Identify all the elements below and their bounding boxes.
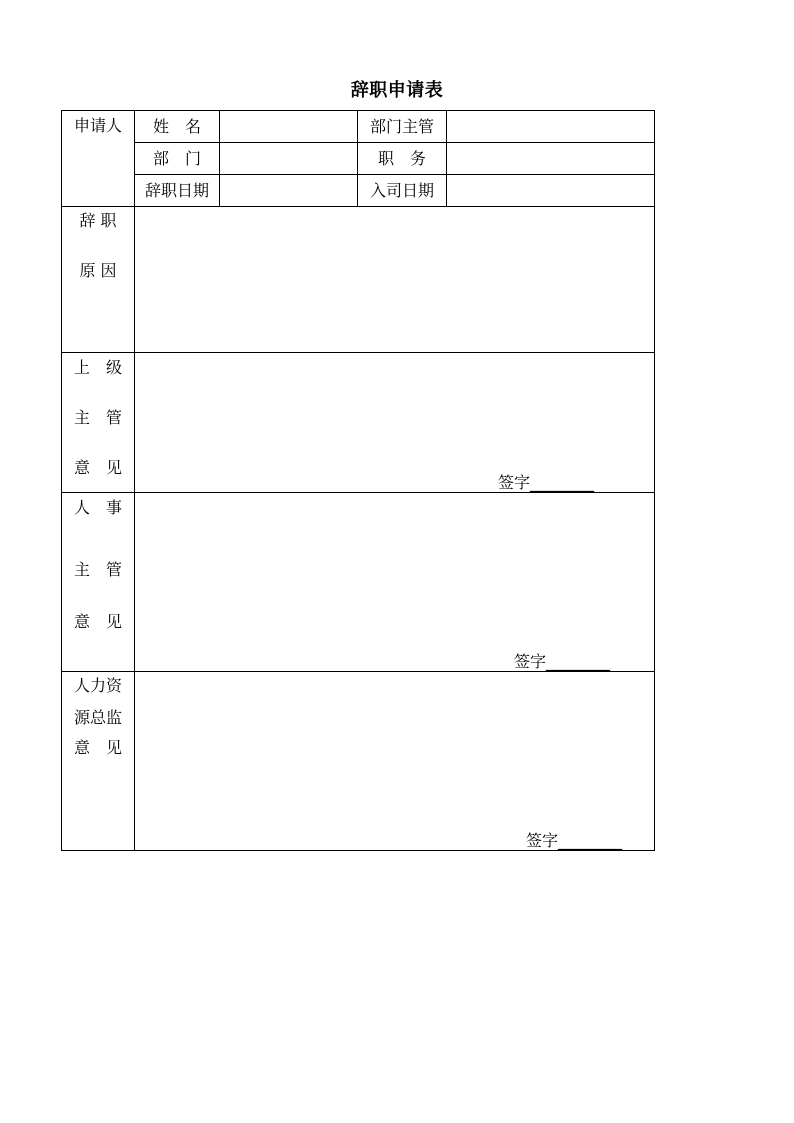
hr-director-opinion-label bbox=[62, 672, 135, 851]
name-label: 姓 名 bbox=[135, 111, 220, 143]
resign-date-label: 辞职日期 bbox=[135, 175, 220, 207]
dept-manager-field[interactable] bbox=[447, 111, 655, 143]
applicant-label: 申请人 bbox=[62, 111, 135, 207]
reason-label-line-1: 辞 职 bbox=[79, 211, 117, 230]
hr-director-label-line-2: 源总监 bbox=[73, 708, 122, 727]
hr-manager-signature: 签字________ bbox=[513, 652, 610, 671]
hr-director-signature: 签字________ bbox=[525, 831, 622, 850]
resign-date-field[interactable] bbox=[220, 175, 358, 207]
name-field[interactable] bbox=[220, 111, 358, 143]
page-title: 辞职申请表 bbox=[350, 80, 444, 101]
supervisor-label-line-3: 意 见 bbox=[73, 458, 122, 477]
hr-manager-label-line-1: 人 事 bbox=[73, 498, 122, 517]
dept-label: 部 门 bbox=[135, 143, 220, 175]
hr-manager-opinion-label bbox=[62, 493, 135, 672]
supervisor-signature: 签字________ bbox=[497, 473, 594, 492]
reason-field[interactable] bbox=[135, 207, 655, 353]
supervisor-label-line-2: 主 管 bbox=[73, 408, 122, 427]
position-label: 职 务 bbox=[358, 143, 447, 175]
dept-field[interactable] bbox=[220, 143, 358, 175]
reason-label-line-2: 原 因 bbox=[79, 261, 117, 280]
supervisor-opinion-label bbox=[62, 353, 135, 493]
supervisor-label-line-1: 上 级 bbox=[73, 358, 122, 377]
hr-manager-label-line-3: 意 见 bbox=[73, 612, 122, 631]
entry-date-field[interactable] bbox=[447, 175, 655, 207]
hr-director-opinion-field[interactable] bbox=[135, 672, 655, 851]
entry-date-label: 入司日期 bbox=[358, 175, 447, 207]
supervisor-opinion-field[interactable] bbox=[135, 353, 655, 493]
dept-manager-label: 部门主管 bbox=[358, 111, 447, 143]
hr-director-label-line-3: 意 见 bbox=[73, 738, 122, 757]
hr-manager-opinion-field[interactable] bbox=[135, 493, 655, 672]
hr-director-label-line-1: 人力资 bbox=[73, 676, 122, 695]
hr-manager-label-line-2: 主 管 bbox=[73, 560, 122, 579]
resignation-form bbox=[61, 110, 655, 851]
position-field[interactable] bbox=[447, 143, 655, 175]
reason-label bbox=[62, 207, 135, 353]
